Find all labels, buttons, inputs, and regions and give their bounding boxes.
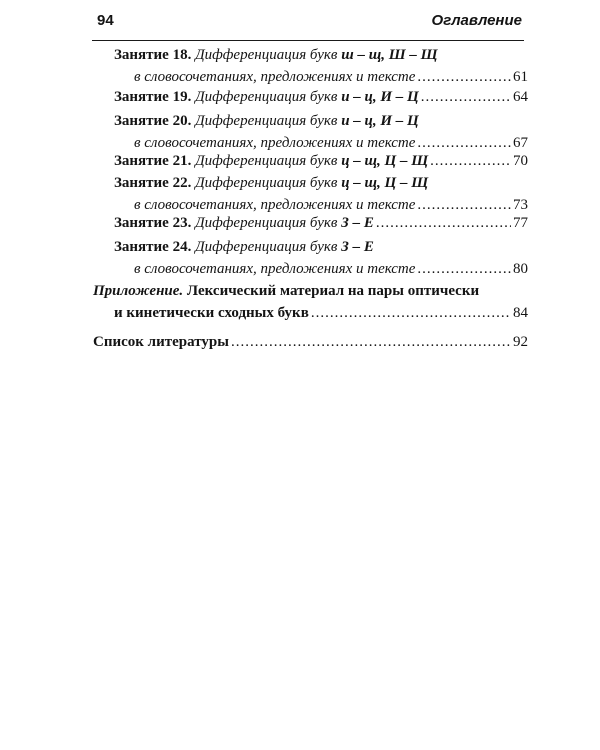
entry-letters: и – ц, И – Ц xyxy=(341,89,419,105)
entry-letters: ц – щ, Ц – Щ xyxy=(341,153,429,169)
leader-dots xyxy=(430,150,511,172)
entry-letters: ш – щ, Ш – Щ xyxy=(341,47,438,63)
entry-label: Занятие 23. xyxy=(114,215,192,231)
entry-label: Занятие 20. xyxy=(114,113,192,129)
entry-page: 77 xyxy=(513,215,528,231)
running-header-title: Оглавление xyxy=(431,12,522,29)
leader-dots xyxy=(311,302,511,324)
entry-page: 67 xyxy=(513,135,528,151)
entry-page: 73 xyxy=(513,197,528,213)
entry-label: Занятие 18. xyxy=(114,47,192,63)
entry-page: 61 xyxy=(513,69,528,85)
entry-letters: З – Е xyxy=(341,215,374,231)
entry-title: Дифференциация букв xyxy=(195,239,338,255)
entry-label: Занятие 24. xyxy=(114,239,192,255)
header-rule xyxy=(92,40,524,41)
entry-page: 64 xyxy=(513,89,528,105)
entry-label: Занятие 19. xyxy=(114,89,192,105)
leader-dots xyxy=(231,331,511,353)
entry-letters: З – Е xyxy=(341,239,374,255)
leader-dots xyxy=(417,258,511,280)
entry-page: 80 xyxy=(513,261,528,277)
entry-page: 92 xyxy=(513,334,528,350)
appendix-label: Приложение. xyxy=(93,283,184,299)
leader-dots xyxy=(376,212,511,234)
entry-title: Дифференциация букв xyxy=(195,215,338,231)
entry-title: Дифференциация букв xyxy=(195,113,338,129)
entry-subtitle: в словосочетаниях, предложениях и тексте xyxy=(134,69,416,85)
entry-letters: и – ц, И – Ц xyxy=(341,113,419,129)
entry-subtitle: в словосочетаниях, предложениях и тексте xyxy=(134,197,416,213)
entry-letters: ц – щ, Ц – Щ xyxy=(341,175,429,191)
appendix-title-line1: Лексический материал на пары оптически xyxy=(186,283,480,299)
entry-subtitle: в словосочетаниях, предложениях и тексте xyxy=(134,135,416,151)
entry-label: Занятие 22. xyxy=(114,175,192,191)
entry-page: 84 xyxy=(513,305,528,321)
bibliography-label: Список литературы xyxy=(93,334,229,350)
leader-dots xyxy=(421,86,511,108)
entry-title: Дифференциация букв xyxy=(195,175,338,191)
page-number: 94 xyxy=(97,12,114,29)
entry-page: 70 xyxy=(513,153,528,169)
leader-dots xyxy=(417,66,511,88)
entry-title: Дифференциация букв xyxy=(195,47,338,63)
appendix-title-line2: и кинетически сходных букв xyxy=(114,305,309,321)
entry-subtitle: в словосочетаниях, предложениях и тексте xyxy=(134,261,416,277)
entry-title: Дифференциация букв xyxy=(195,89,338,105)
entry-title: Дифференциация букв xyxy=(195,153,338,169)
entry-label: Занятие 21. xyxy=(114,153,192,169)
